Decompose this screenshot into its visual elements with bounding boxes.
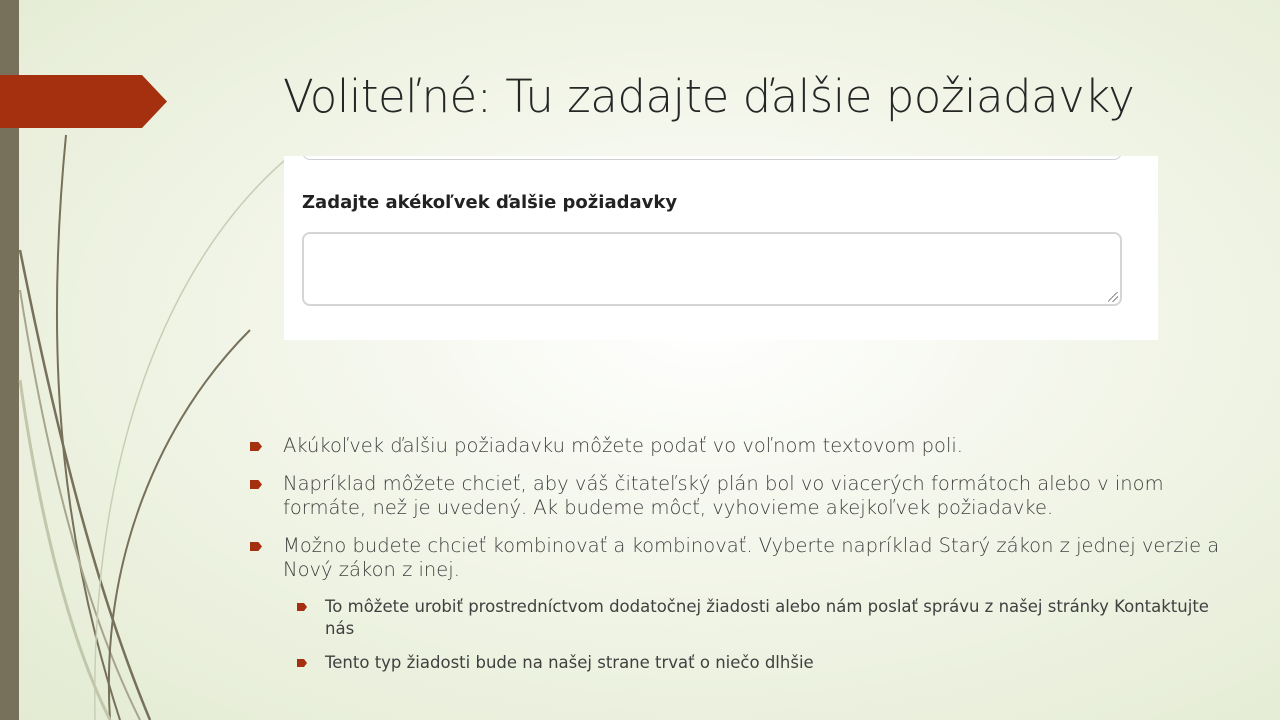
- sub-bullet-item: Tento typ žiadosti bude na našej strane trvať o niečo dlhšie: [297, 652, 1240, 674]
- bullet-arrow-icon: [250, 542, 262, 551]
- slide-title: Voliteľné: Tu zadajte ďalšie požiadavky: [283, 70, 1135, 123]
- previous-field-edge: [302, 156, 1122, 160]
- form-screenshot: [284, 156, 1158, 340]
- sub-bullet-item: To môžete urobiť prostredníctvom dodatočnej žiadosti alebo nám poslať správu z našej stránky Kontaktujte nás: [297, 596, 1240, 640]
- bullet-item: Akúkoľvek ďalšiu požiadavku môžete podať vo voľnom textovom poli.: [250, 434, 1240, 458]
- bullet-arrow-icon: [250, 442, 262, 451]
- title-arrow-accent: [0, 75, 167, 128]
- requests-textarea[interactable]: [302, 232, 1122, 306]
- bullet-arrow-icon: [250, 480, 262, 489]
- bullet-item: Napríklad môžete chcieť, aby váš čitateľský plán bol vo viacerých formátoch alebo v inom formáte, než je uvedený. Ak budeme môcť, vyhovieme akejkoľvek požiadavke.: [250, 472, 1240, 520]
- bullet-arrow-icon: [297, 603, 307, 611]
- bullet-arrow-icon: [297, 659, 307, 667]
- field-label: Zadajte akékoľvek ďalšie požiadavky: [302, 192, 678, 213]
- resize-grip-icon: [1108, 292, 1118, 302]
- bullet-item: Možno budete chcieť kombinovať a kombinovať. Vyberte napríklad Starý zákon z jednej verzie a Nový zákon z inej.: [250, 534, 1240, 582]
- bullet-list: [250, 434, 1240, 686]
